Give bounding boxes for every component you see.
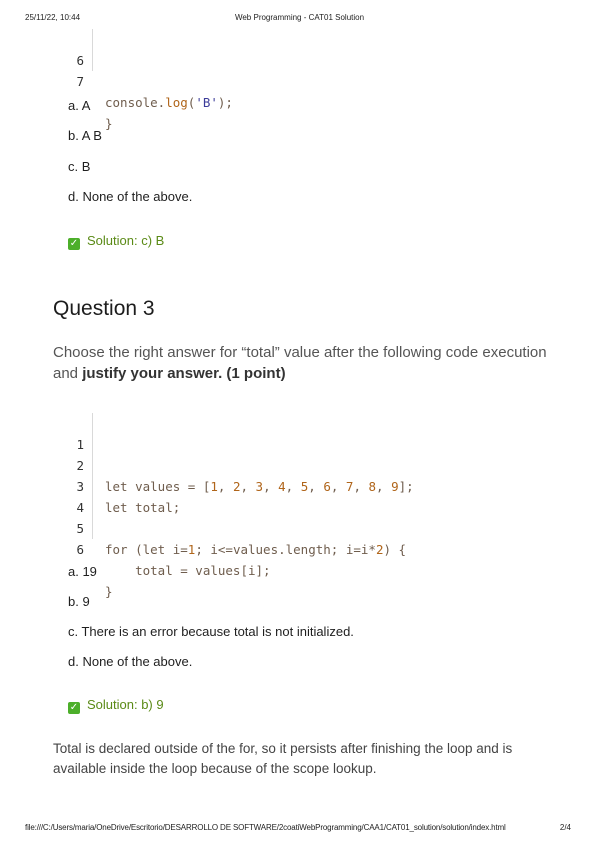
q3-solution-text: Solution: b) 9 (87, 697, 164, 712)
page-number: 2/4 (559, 823, 571, 832)
gutter-divider (92, 50, 93, 71)
code-text: console.log('B'); (105, 95, 233, 110)
q2-option-b: b. A B (68, 128, 102, 143)
gutter-divider (92, 518, 93, 539)
gutter-divider (92, 29, 93, 50)
code-text: for (let i=1; i<=values.length; i=i*2) { (105, 542, 407, 557)
q3-option-c: c. There is an error because total is not initialized. (68, 624, 354, 639)
line-number: 5 (76, 521, 84, 536)
q2-option-d: d. None of the above. (68, 189, 193, 204)
q3-solution (68, 697, 164, 713)
line-number: 3 (76, 479, 84, 494)
q3-justification: Total is declared outside of the for, so it persists after finishing the loop and is available inside the loop because of the scope lookup. (53, 741, 513, 776)
q2-option-c: c. B (68, 159, 91, 174)
print-footer (0, 823, 599, 835)
gutter-divider (92, 413, 93, 434)
line-number: 6 (76, 542, 84, 557)
q3-option-a: a. 19 (68, 564, 97, 579)
gutter-divider (92, 434, 93, 455)
gutter-divider (92, 455, 93, 476)
q3-option-d: d. None of the above. (68, 654, 193, 669)
question-3-prompt: Choose the right answer for “total” value after the following code execution and justify your answer. (1 point) (53, 344, 547, 382)
q2-solution (68, 233, 164, 249)
q2-solution-text: Solution: c) B (87, 233, 165, 248)
code-text: } (105, 116, 113, 131)
line-number: 6 (76, 53, 84, 68)
line-number: 4 (76, 500, 84, 515)
q3-option-b: b. 9 (68, 594, 90, 609)
print-title: Web Programming - CAT01 Solution (234, 13, 365, 22)
check-box-icon: ✓ (69, 238, 79, 249)
check-box-icon: ✓ (69, 702, 79, 713)
line-number: 2 (76, 458, 84, 473)
code-text: let values = [1, 2, 3, 4, 5, 6, 7, 8, 9]; (105, 479, 414, 494)
q2-option-a: a. A (68, 98, 91, 113)
gutter-divider (92, 476, 93, 497)
print-date: 25/11/22, 10:44 (25, 13, 81, 22)
code-line (64, 413, 414, 494)
code-text: } (105, 584, 113, 599)
code-text: total = values[i]; (105, 563, 271, 578)
code-text: let total; (105, 500, 181, 515)
line-number: 1 (76, 437, 84, 452)
print-header (0, 13, 599, 25)
file-path-link[interactable]: file:///C:/Users/maria/OneDrive/Escritorio/DESARROLLO DE SOFTWARE/2coatiWebProgramming/CAA1/CAT01_solution/solution/index.html (25, 823, 506, 832)
question-3-heading: Question 3 (53, 297, 155, 320)
code-line (64, 455, 94, 494)
prompt-emphasis: justify your answer. (1 point) (82, 365, 286, 382)
gutter-divider (92, 497, 93, 518)
code-line (64, 434, 181, 515)
line-number: 7 (76, 74, 84, 89)
